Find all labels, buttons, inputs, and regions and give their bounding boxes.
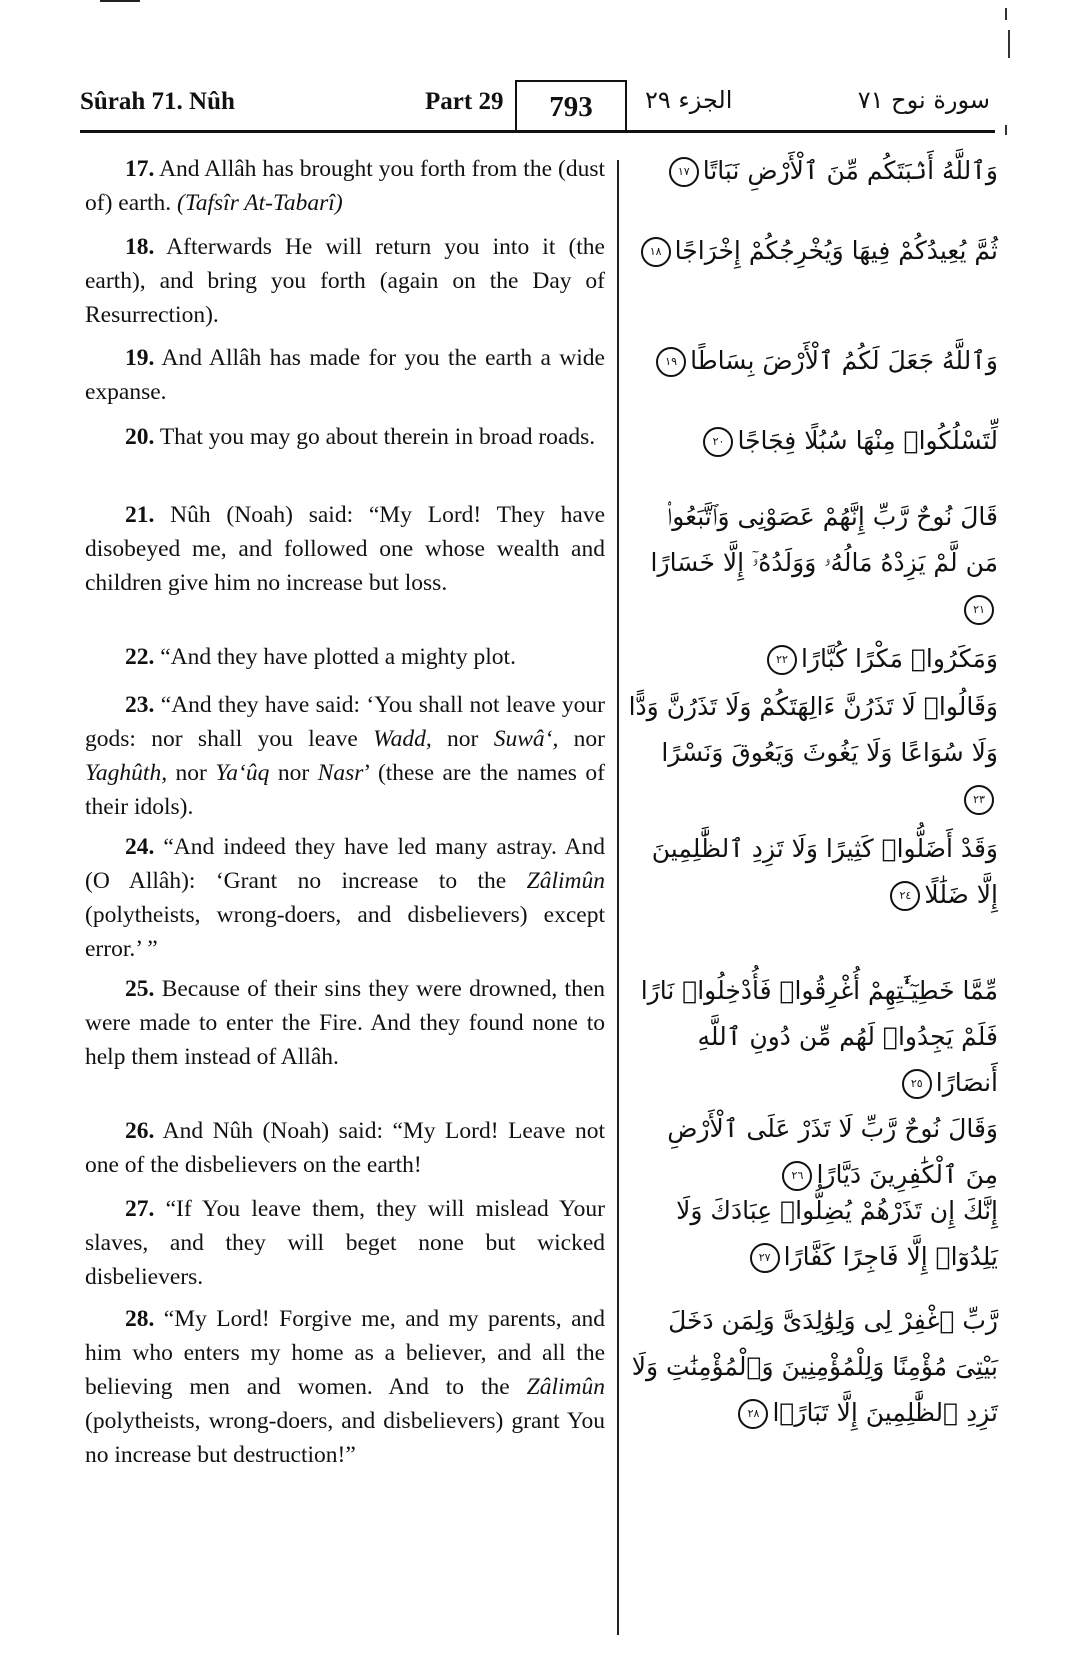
verse-end-marker: ١٧: [669, 157, 699, 187]
verse-ar-26: وَقَالَ نُوحٌ رَّبِّ لَا تَذَرْ عَلَى ٱلْأَرْضِ مِنَ ٱلْكَٰفِرِينَ دَيَّارًا٢٦: [667, 1114, 998, 1189]
verse-ar-28: رَّبِّ ٱغْفِرْ لِى وَلِوَٰلِدَىَّ وَلِمَن دَخَلَ بَيْتِىَ مُؤْمِنًا وَلِلْمُؤْمِنِينَ وَٱلْمُؤْمِنَٰتِ وَلَا تَزِدِ ٱلظَّٰلِمِينَ إِلَّا تَبَارًۢا٢٨: [631, 1306, 998, 1427]
verse-ar-17: وَٱللَّهُ أَنۢبَتَكُم مِّنَ ٱلْأَرْضِ نَبَاتًا١٧: [628, 148, 998, 194]
verse-end-marker: ٢٤: [890, 881, 920, 911]
verse-end-marker: ٢٠: [703, 427, 733, 457]
top-rule: [100, 0, 140, 2]
verse-end-marker: ٢٨: [738, 1399, 768, 1429]
verse-en-20: 20. That you may go about therein in broad roads.: [125, 424, 596, 450]
verse-en-24: 24. “And indeed they have led many astray. And (O Allâh): ‘Grant no increase to the Zâlimûn (polytheists, wrong-doers, and disbelievers) except error.’ ”: [85, 834, 605, 962]
verse-en-22: 22. “And they have plotted a mighty plot.: [125, 644, 516, 670]
margin-mark: [1008, 30, 1010, 58]
part-label-en: Part 29: [425, 88, 504, 115]
verse-ar-18: ثُمَّ يُعِيدُكُمْ فِيهَا وَيُخْرِجُكُمْ إِخْرَاجًا١٨: [628, 228, 998, 274]
page-number: 793: [515, 80, 627, 132]
verse-end-marker: ١٩: [656, 347, 686, 377]
verse-en-18: 18. Afterwards He will return you into it (the earth), and bring you forth (again on the Day of Resurrection).: [85, 234, 605, 328]
verse-ar-27: إِنَّكَ إِن تَذَرْهُمْ يُضِلُّوا۟ عِبَادَكَ وَلَا يَلِدُوٓا۟ إِلَّا فَاجِرًا كَفَّارًا٢٧: [676, 1196, 998, 1271]
verse-end-marker: ٢٣: [964, 785, 994, 815]
column-divider: [617, 160, 619, 1635]
verse-ar-25: مِّمَّا خَطِيٓـَٰٔتِهِمْ أُغْرِقُوا۟ فَأُدْخِلُوا۟ نَارًا فَلَمْ يَجِدُوا۟ لَهُم مِّن دُونِ ٱللَّهِ أَنصَارًا٢٥: [640, 976, 998, 1097]
verse-en-27: 27. “If You leave them, they will mislead Your slaves, and they will beget none but wicked disbelievers.: [85, 1196, 606, 1290]
verse-en-17: 17. And Allâh has brought you forth from the (dust of) earth. (Tafsîr At-Tabarî): [85, 156, 605, 216]
surah-title-en: Sûrah 71. Nûh: [80, 88, 235, 115]
verse-en-28: 28. “My Lord! Forgive me, and my parents, and him who enters my home as a believer, and all the believing men and women. And to the Zâlimûn (polytheists, wrong-doers, and disbelievers) grant You no increase but destruction!”: [85, 1306, 606, 1468]
verse-end-marker: ٢٢: [767, 645, 797, 675]
verse-ar-24: وَقَدْ أَضَلُّوا۟ كَثِيرًا وَلَا تَزِدِ ٱلظَّٰلِمِينَ إِلَّا ضَلَٰلًا٢٤: [651, 834, 998, 909]
verse-end-marker: ٢٧: [750, 1243, 780, 1273]
part-label-ar: الجزء ٢٩: [645, 86, 733, 114]
verse-ar-23: وَقَالُوا۟ لَا تَذَرُنَّ ءَالِهَتَكُمْ وَلَا تَذَرُنَّ وَدًّا وَلَا سُوَاعًا وَلَا يَغُوثَ وَيَعُوقَ وَنَسْرًا٢٣: [628, 684, 998, 822]
surah-title-ar: سورة نوح ٧١: [857, 86, 990, 114]
header-rule: [80, 130, 995, 133]
margin-mark: [1005, 8, 1007, 20]
verse-end-marker: ٢٥: [902, 1069, 932, 1099]
verse-en-26: 26. And Nûh (Noah) said: “My Lord! Leave not one of the disbelievers on the earth!: [85, 1118, 605, 1178]
verse-end-marker: ٢٦: [782, 1161, 812, 1191]
verse-en-21: 21. Nûh (Noah) said: “My Lord! They have disobeyed me, and followed one whose wealth and children give him no increase but loss.: [85, 502, 606, 596]
verse-en-25: 25. Because of their sins they were drowned, then were made to enter the Fire. And they found none to help them instead of Allâh.: [85, 976, 605, 1070]
verse-ar-19: وَٱللَّهُ جَعَلَ لَكُمُ ٱلْأَرْضَ بِسَاطًا١٩: [628, 338, 998, 384]
verse-end-marker: ٢١: [964, 595, 994, 625]
verse-ar-22: وَمَكَرُوا۟ مَكْرًا كُبَّارًا٢٢: [628, 636, 998, 682]
verse-en-19: 19. And Allâh has made for you the earth a wide expanse.: [85, 345, 605, 405]
page-header: [80, 80, 990, 132]
margin-mark: [1005, 125, 1007, 135]
verse-ar-21: قَالَ نُوحٌ رَّبِّ إِنَّهُمْ عَصَوْنِى وَٱتَّبَعُوا۟ مَن لَّمْ يَزِدْهُ مَالُهُۥ وَوَلَدُهُۥٓ إِلَّا خَسَارًا٢١: [628, 494, 998, 632]
verse-ar-20: لِّتَسْلُكُوا۟ مِنْهَا سُبُلًا فِجَاجًا٢٠: [628, 418, 998, 464]
verse-en-23: 23. “And they have said: ‘You shall not leave your gods: nor shall you leave Wadd, nor Suwâ‘, nor Yaghûth, nor Ya‘ûq nor Nasr’ (these are the names of their idols).: [85, 692, 606, 820]
verse-end-marker: ١٨: [641, 237, 671, 267]
